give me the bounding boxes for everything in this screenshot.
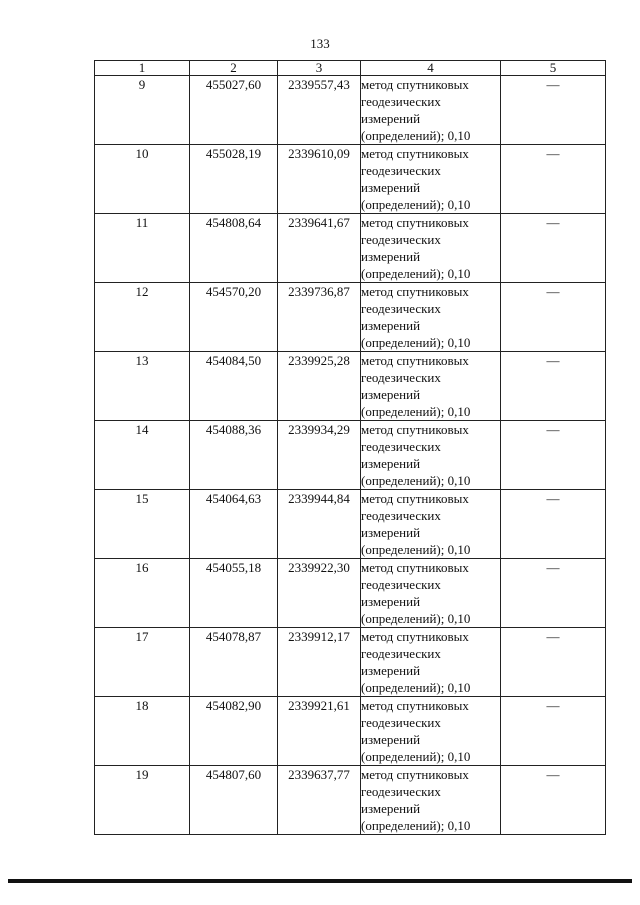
method-line: (определений); 0,10	[361, 404, 471, 419]
method-line: (определений); 0,10	[361, 335, 471, 350]
note-cell: —	[501, 697, 606, 766]
coordinate-x: 455028,19	[190, 145, 278, 214]
coordinate-y: 2339921,61	[278, 697, 361, 766]
table-row	[95, 421, 606, 490]
coordinate-x: 454570,20	[190, 283, 278, 352]
method-line: геодезических	[361, 784, 441, 799]
method-line: геодезических	[361, 232, 441, 247]
coordinate-x: 455027,60	[190, 76, 278, 145]
method-cell	[361, 559, 501, 628]
method-line: измерений	[361, 801, 421, 816]
method-cell	[361, 352, 501, 421]
note-cell: —	[501, 76, 606, 145]
method-line: метод спутниковых	[361, 560, 469, 575]
table-row	[95, 628, 606, 697]
table-row	[95, 697, 606, 766]
method-line: метод спутниковых	[361, 767, 469, 782]
method-line: измерений	[361, 732, 421, 747]
table-header-row	[95, 61, 606, 76]
method-line: измерений	[361, 387, 421, 402]
table-row	[95, 352, 606, 421]
table-row	[95, 76, 606, 145]
method-line: геодезических	[361, 577, 441, 592]
method-line: измерений	[361, 111, 421, 126]
method-line: измерений	[361, 180, 421, 195]
method-line: (определений); 0,10	[361, 611, 471, 626]
table-row	[95, 283, 606, 352]
method-line: геодезических	[361, 439, 441, 454]
point-number: 13	[95, 352, 190, 421]
method-line: геодезических	[361, 646, 441, 661]
point-number: 12	[95, 283, 190, 352]
method-line: (определений); 0,10	[361, 680, 471, 695]
method-line: метод спутниковых	[361, 491, 469, 506]
method-line: (определений); 0,10	[361, 473, 471, 488]
method-cell	[361, 490, 501, 559]
column-header: 4	[361, 61, 501, 76]
method-line: геодезических	[361, 94, 441, 109]
coordinate-y: 2339934,29	[278, 421, 361, 490]
point-number: 15	[95, 490, 190, 559]
method-line: измерений	[361, 594, 421, 609]
column-header: 1	[95, 61, 190, 76]
point-number: 18	[95, 697, 190, 766]
coordinate-y: 2339944,84	[278, 490, 361, 559]
method-line: измерений	[361, 456, 421, 471]
table-row	[95, 145, 606, 214]
method-line: метод спутниковых	[361, 698, 469, 713]
method-cell	[361, 628, 501, 697]
coordinate-y: 2339641,67	[278, 214, 361, 283]
table-row	[95, 559, 606, 628]
coordinate-x: 454088,36	[190, 421, 278, 490]
point-number: 17	[95, 628, 190, 697]
column-header: 2	[190, 61, 278, 76]
coordinate-x: 454808,64	[190, 214, 278, 283]
method-line: (определений); 0,10	[361, 749, 471, 764]
table-row	[95, 214, 606, 283]
table-row	[95, 766, 606, 835]
coordinate-x: 454078,87	[190, 628, 278, 697]
point-number: 11	[95, 214, 190, 283]
coordinate-x: 454055,18	[190, 559, 278, 628]
note-cell: —	[501, 766, 606, 835]
coordinate-y: 2339736,87	[278, 283, 361, 352]
method-line: (определений); 0,10	[361, 197, 471, 212]
note-cell: —	[501, 283, 606, 352]
coordinates-table	[94, 60, 606, 835]
method-cell	[361, 421, 501, 490]
coordinate-x: 454807,60	[190, 766, 278, 835]
method-line: геодезических	[361, 508, 441, 523]
method-cell	[361, 76, 501, 145]
coordinate-y: 2339557,43	[278, 76, 361, 145]
method-line: метод спутниковых	[361, 77, 469, 92]
coordinate-x: 454084,50	[190, 352, 278, 421]
method-line: (определений); 0,10	[361, 818, 471, 833]
coordinate-x: 454064,63	[190, 490, 278, 559]
method-line: метод спутниковых	[361, 284, 469, 299]
method-line: метод спутниковых	[361, 629, 469, 644]
method-line: измерений	[361, 663, 421, 678]
method-line: (определений); 0,10	[361, 128, 471, 143]
coordinate-y: 2339925,28	[278, 352, 361, 421]
note-cell: —	[501, 490, 606, 559]
point-number: 19	[95, 766, 190, 835]
column-header: 5	[501, 61, 606, 76]
coordinate-y: 2339637,77	[278, 766, 361, 835]
method-line: геодезических	[361, 370, 441, 385]
method-line: измерений	[361, 525, 421, 540]
method-line: метод спутниковых	[361, 146, 469, 161]
note-cell: —	[501, 145, 606, 214]
note-cell: —	[501, 214, 606, 283]
method-line: (определений); 0,10	[361, 266, 471, 281]
method-line: геодезических	[361, 163, 441, 178]
method-cell	[361, 283, 501, 352]
coordinate-y: 2339610,09	[278, 145, 361, 214]
point-number: 16	[95, 559, 190, 628]
point-number: 14	[95, 421, 190, 490]
method-line: измерений	[361, 249, 421, 264]
method-line: (определений); 0,10	[361, 542, 471, 557]
method-line: метод спутниковых	[361, 422, 469, 437]
table-row	[95, 490, 606, 559]
column-header: 3	[278, 61, 361, 76]
note-cell: —	[501, 628, 606, 697]
point-number: 9	[95, 76, 190, 145]
page-number: 133	[310, 36, 330, 51]
method-line: метод спутниковых	[361, 353, 469, 368]
note-cell: —	[501, 352, 606, 421]
method-cell	[361, 214, 501, 283]
method-cell	[361, 145, 501, 214]
note-cell: —	[501, 421, 606, 490]
method-cell	[361, 697, 501, 766]
method-line: геодезических	[361, 715, 441, 730]
footer-rule	[8, 879, 632, 883]
method-line: измерений	[361, 318, 421, 333]
point-number: 10	[95, 145, 190, 214]
method-cell	[361, 766, 501, 835]
method-line: геодезических	[361, 301, 441, 316]
note-cell: —	[501, 559, 606, 628]
coordinate-x: 454082,90	[190, 697, 278, 766]
method-line: метод спутниковых	[361, 215, 469, 230]
coordinate-y: 2339912,17	[278, 628, 361, 697]
coordinate-y: 2339922,30	[278, 559, 361, 628]
